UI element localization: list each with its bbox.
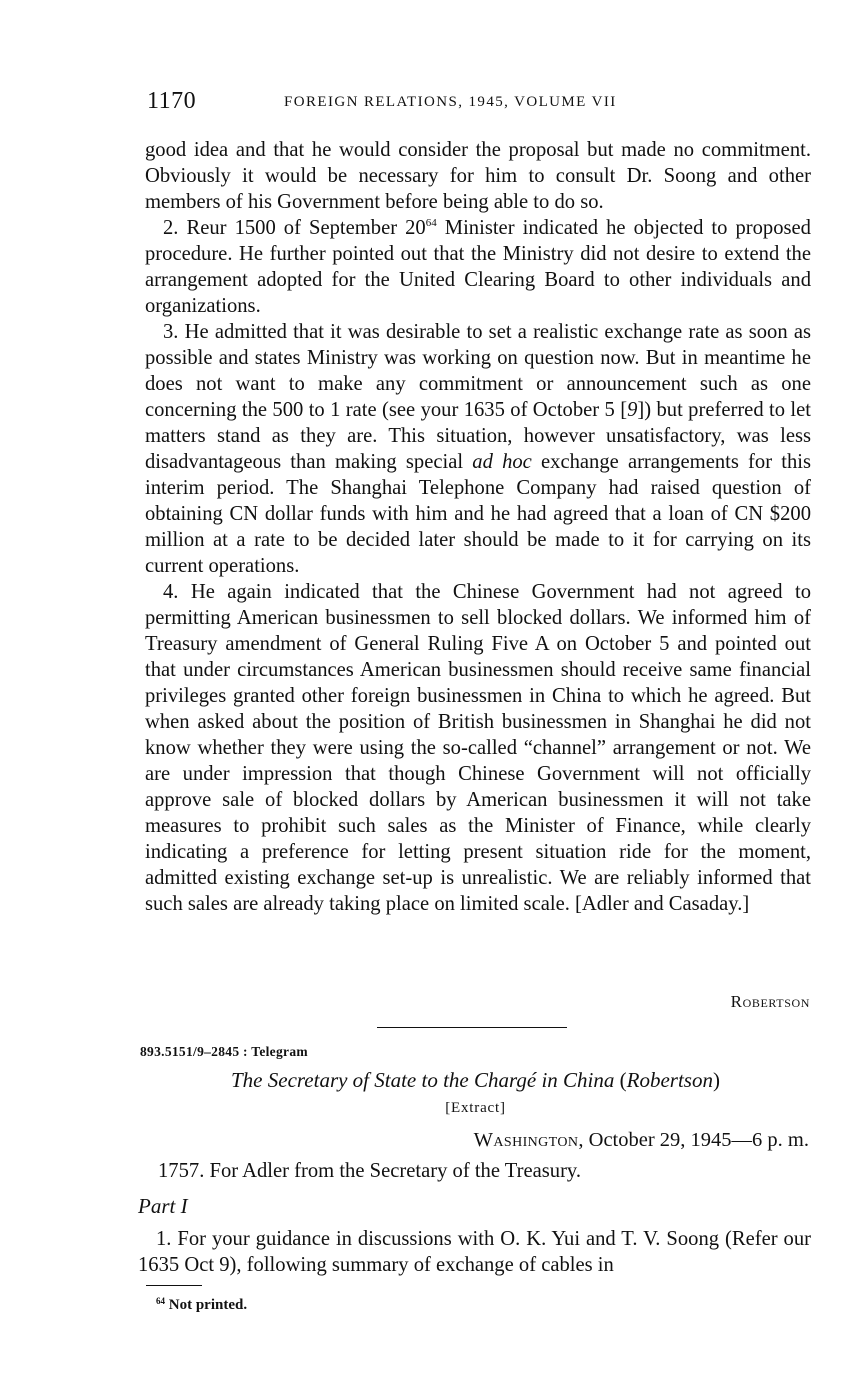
telegram-body — [145, 137, 811, 917]
page-header — [147, 88, 810, 124]
title-paren-open: ( — [614, 1068, 627, 1092]
footnote-divider — [146, 1285, 202, 1286]
document-title — [140, 1068, 811, 1093]
paragraph-3-italic-ad-hoc: ad hoc — [472, 451, 532, 473]
paragraph-continued: good idea and that he would consider the proposal but made no commitment. Obviously it would be necessary for him to consult Dr. Soong and other members of his Government before being able to do so. — [145, 139, 811, 213]
title-paren-close: ) — [712, 1068, 720, 1092]
document-title-main: The Secretary of State to the Chargé in China — [231, 1068, 615, 1092]
footnote-marker: 64 — [156, 1296, 165, 1306]
paragraph-4: 4. He again indicated that the Chinese Government had not agreed to permitting American businessmen to sell blocked dollars. We informed him of Treasury amendment of General Ruling Five A on October 5 and pointed out that under circumstances American businessmen should receive same financial privileges granted other foreign businessmen in China to which he agreed. But when asked about the position of British businessmen in Shanghai he did not know whether they were using the so-called “channel” arrangement or not. We are under impression that though Chinese Government will not officially approve sale of blocked dollars by American businessmen it will not take measures to prohibit such sales as the Minister of Finance, while clearly indicating a preference for letting present situation ride for the moment, admitted existing exchange set-up is unrealistic. We are reliably informed that such sales are already taking place on limited scale. [Adler and Casaday.] — [145, 581, 811, 915]
paragraph-2 — [145, 215, 811, 319]
paragraph-3-part-c: ]) but preferred to let matters stand as they are. This situation, however unsatisfactory, was less disadvantageous than making special — [145, 399, 811, 473]
section-divider — [377, 1027, 567, 1028]
part-1-body — [138, 1226, 811, 1278]
footnote-reference: 64 — [425, 217, 437, 229]
paragraph-2-rest: Minister indicated he objected to proposed procedure. He further pointed out that the Ministry did not desire to extend the arrangement adopted for the United Clearing Board to other individuals and organizations. — [145, 217, 811, 317]
file-reference: 893.5151/9–2845 : Telegram — [140, 1044, 308, 1059]
document-title-recipient: Robertson — [626, 1068, 713, 1092]
extract-label: [Extract] — [445, 1100, 506, 1116]
running-head: FOREIGN RELATIONS, 1945, VOLUME VII — [284, 94, 617, 110]
part-label: Part I — [138, 1194, 188, 1218]
dateline — [474, 1129, 809, 1152]
page-number: 1170 — [147, 88, 197, 114]
telegram-number-line: 1757. For Adler from the Secretary of the Treasury. — [158, 1160, 582, 1182]
footnote-text: Not printed. — [165, 1297, 248, 1313]
dateline-date: , October 29, 1945—6 p. m. — [578, 1129, 809, 1151]
part-1-paragraph-1: 1. For your guidance in discussions with O. K. Yui and T. V. Soong (Refer our 1635 Oct 9), following summary of exchange of cables in — [138, 1228, 811, 1276]
paragraph-3-part-e: exchange arrangements for this interim period. The Shanghai Telephone Company had raised question of obtaining CN dollar funds with him and he had agreed that a loan of CN $200 million at a rate to be decided later should be made to it for carrying on its current operations. — [145, 451, 812, 577]
dateline-place: Washington — [473, 1129, 579, 1151]
paragraph-3-part-a: 3. He admitted that it was desirable to set a realistic exchange rate as soon as possible and states Ministry was working on question now. But in meantime he does not want to make any commitment or announcement such as one concerning the 500 to 1 rate (see your 1635 of October 5 [ — [145, 321, 811, 421]
footnote — [156, 1296, 247, 1314]
paragraph-2-start: 2. Reur 1500 of September 20 — [163, 217, 426, 239]
paragraph-3-bracket-number: 9 — [627, 399, 638, 421]
signature: Robertson — [730, 992, 810, 1011]
paragraph-3 — [145, 319, 811, 579]
